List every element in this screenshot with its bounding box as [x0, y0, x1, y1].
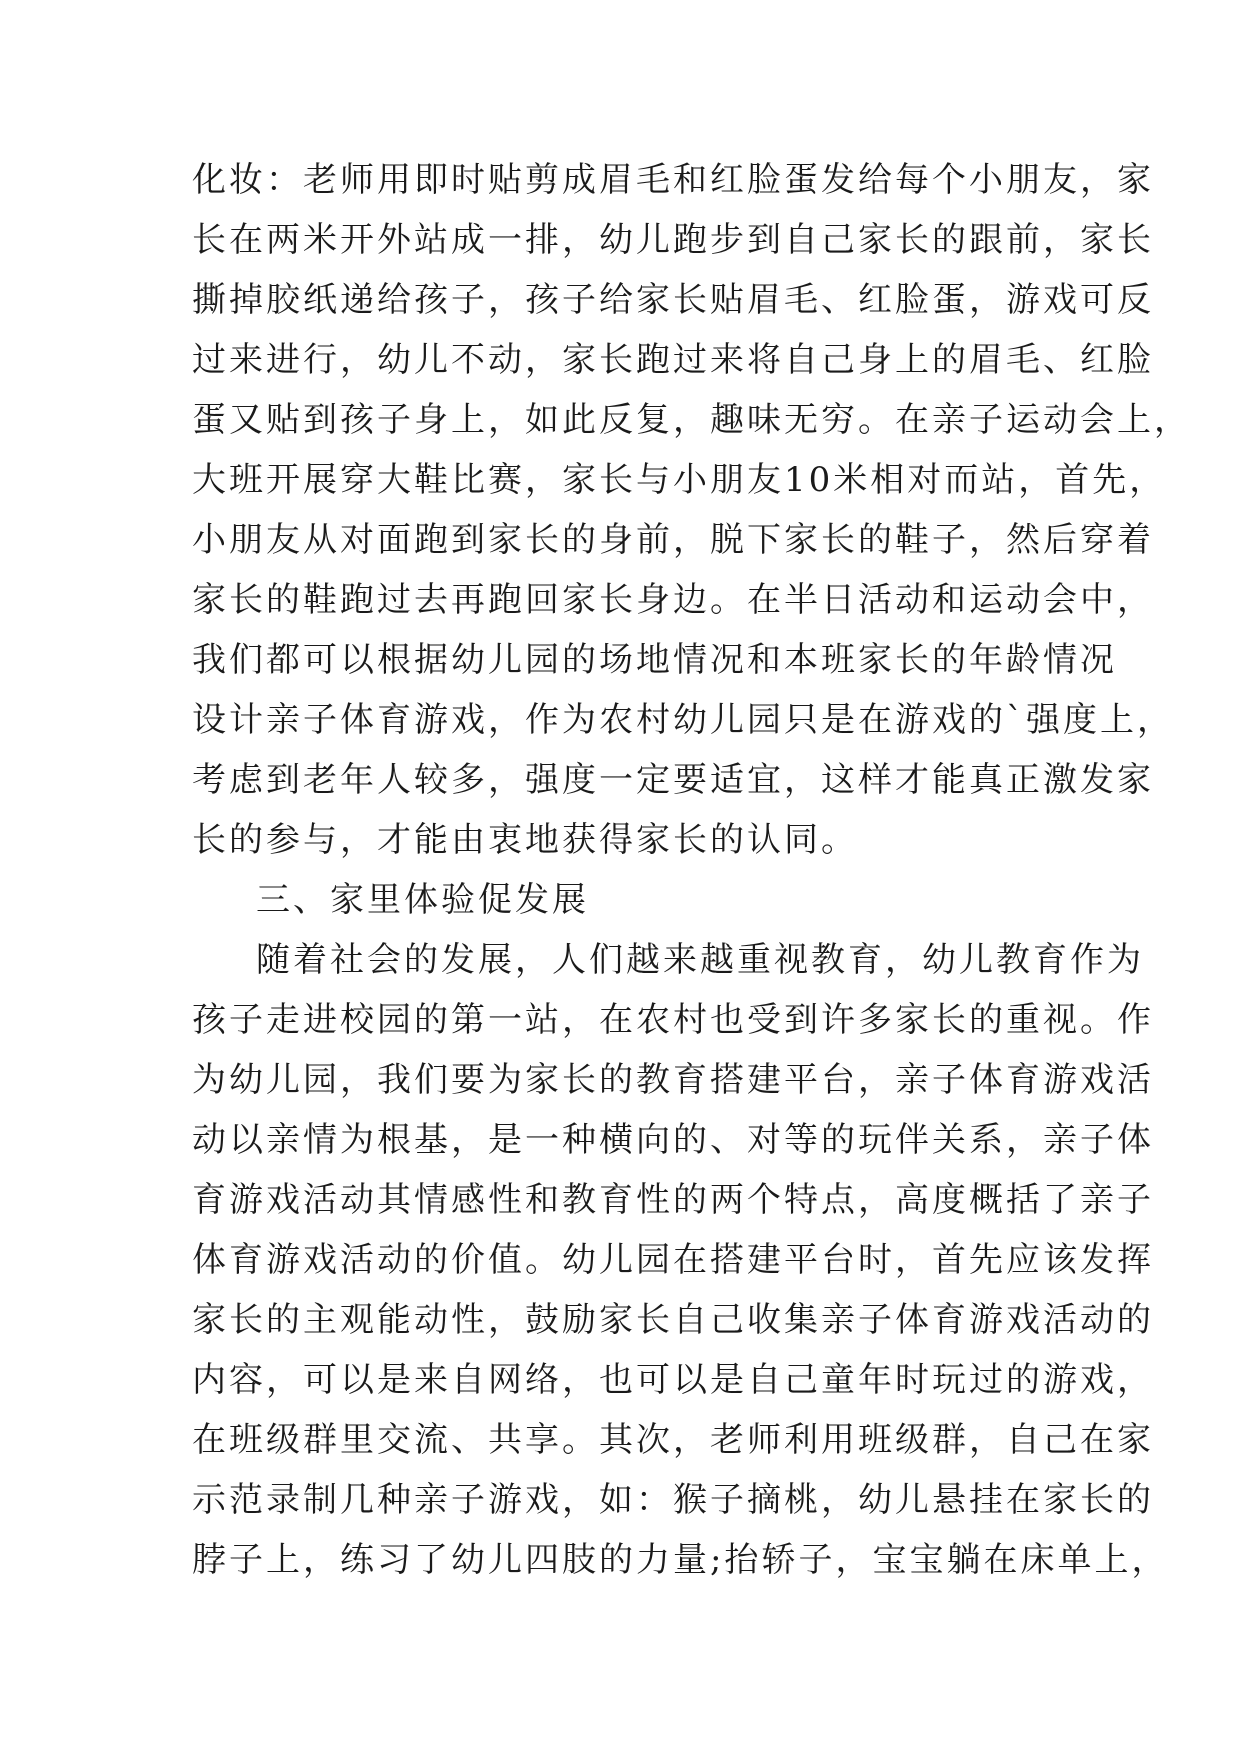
text-line: 化妆：老师用即时贴剪成眉毛和红脸蛋发给每个小朋友，家 [192, 160, 1154, 200]
text-line: 家长的鞋跑过去再跑回家长身边。在半日活动和运动会中， [192, 580, 1154, 620]
text-line: 蛋又贴到孩子身上，如此反复，趣味无穷。在亲子运动会上， [192, 400, 1191, 440]
text-line: 设计亲子体育游戏，作为农村幼儿园只是在游戏的`强度上， [192, 700, 1174, 740]
text-line: 在班级群里交流、共享。其次，老师利用班级群，自己在家 [192, 1420, 1154, 1460]
text-line: 脖子上，练习了幼儿四肢的力量;抬轿子，宝宝躺在床单上， [192, 1540, 1169, 1580]
text-line: 动以亲情为根基，是一种横向的、对等的玩伴关系，亲子体 [192, 1120, 1154, 1160]
text-line: 我们都可以根据幼儿园的场地情况和本班家长的年龄情况 [192, 640, 1117, 680]
text-line: 撕掉胶纸递给孩子，孩子给家长贴眉毛、红脸蛋，游戏可反 [192, 280, 1154, 320]
text-line: 长在两米开外站成一排，幼儿跑步到自己家长的跟前，家长 [192, 220, 1154, 260]
text-line: 小朋友从对面跑到家长的身前，脱下家长的鞋子，然后穿着 [192, 520, 1154, 560]
text-line: 孩子走进校园的第一站，在农村也受到许多家长的重视。作 [192, 1000, 1154, 1040]
text-line: 家长的主观能动性，鼓励家长自己收集亲子体育游戏活动的 [192, 1300, 1154, 1340]
text-line: 考虑到老年人较多，强度一定要适宜，这样才能真正激发家 [192, 760, 1154, 800]
text-line: 示范录制几种亲子游戏，如：猴子摘桃，幼儿悬挂在家长的 [192, 1480, 1154, 1520]
text-line: 内容，可以是来自网络，也可以是自己童年时玩过的游戏， [192, 1360, 1154, 1400]
section-heading: 三、家里体验促发展 [256, 880, 589, 920]
text-line: 过来进行，幼儿不动，家长跑过来将自己身上的眉毛、红脸 [192, 340, 1154, 380]
text-line: 为幼儿园，我们要为家长的教育搭建平台，亲子体育游戏活 [192, 1060, 1154, 1100]
text-line: 体育游戏活动的价值。幼儿园在搭建平台时，首先应该发挥 [192, 1240, 1154, 1280]
body-text [192, 150, 1191, 1590]
text-line: 随着社会的发展，人们越来越重视教育，幼儿教育作为 [256, 940, 1144, 980]
text-line: 长的参与，才能由衷地获得家长的认同。 [192, 820, 858, 860]
text-line: 大班开展穿大鞋比赛，家长与小朋友10米相对而站，首先， [192, 460, 1167, 500]
text-line: 育游戏活动其情感性和教育性的两个特点，高度概括了亲子 [192, 1180, 1154, 1220]
